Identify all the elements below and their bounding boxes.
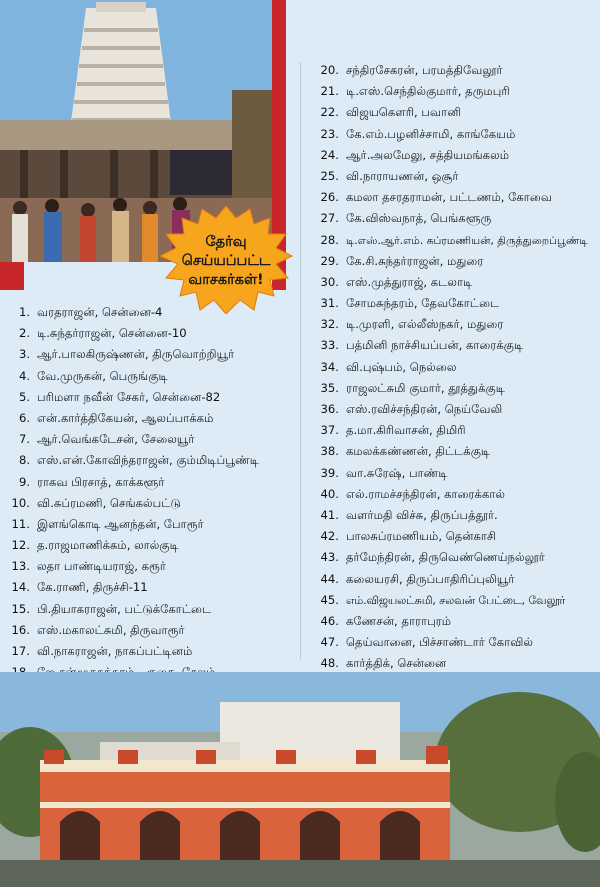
item-number: 16. [11, 622, 30, 637]
item-text: வி.நாராயணன், ஒசூர் [346, 168, 459, 183]
list-item [304, 102, 588, 123]
badge-line-3: வாசகர்கள்! [188, 272, 264, 288]
item-text: ராஜலட்சுமி குமார், தூத்துக்குடி [346, 380, 505, 395]
item-number: 33. [320, 338, 339, 353]
item-number: 17. [11, 644, 30, 658]
item-number: 21. [320, 84, 339, 99]
item-number: 38. [320, 444, 339, 459]
item-text: பரிமளா நவீன் சேகர், சென்னை-82 [37, 389, 221, 404]
list-item [304, 145, 588, 166]
item-number: 22. [320, 105, 339, 120]
list-item [0, 429, 259, 450]
list-item [304, 526, 588, 547]
list-item [304, 272, 588, 293]
item-number: 14. [11, 580, 30, 595]
item-text: விஜயகௌரி, பவானி [346, 105, 462, 120]
item-text: எம்.விஜயலட்சுமி, சலவன் பேட்டை, வேலூர் [346, 593, 566, 607]
item-number: 29. [320, 253, 339, 268]
list-item [0, 577, 259, 598]
item-text: வி.புஷ்பம், நெல்லை [346, 359, 457, 374]
item-number: 1. [18, 305, 30, 319]
winners-list-right [304, 60, 588, 738]
list-item [304, 60, 588, 81]
list-item [0, 641, 259, 662]
list-item [304, 124, 588, 145]
item-text: பி.தியாகராஜன், பட்டுக்கோட்டை [37, 601, 212, 616]
item-number: 32. [320, 317, 339, 332]
item-text: கமலக்கண்ணன், திட்டக்குடி [346, 444, 491, 459]
item-number: 36. [320, 402, 339, 416]
item-text: இளங்கொடி ஆனந்தன், போரூர் [37, 516, 204, 531]
list-item [304, 611, 588, 632]
item-number: 34. [320, 359, 339, 374]
item-number: 28. [320, 232, 339, 247]
item-number: 30. [320, 274, 339, 289]
badge-line-2: செய்யப்பட்ட [181, 253, 271, 269]
list-item [304, 569, 588, 590]
item-text: கார்த்திக், சென்னை [346, 656, 447, 671]
item-text: எஸ்.மகாலட்சுமி, திருவாரூர் [37, 622, 185, 637]
item-number: 46. [320, 613, 339, 628]
item-text: சோமசுந்தரம், தேவகோட்டை [346, 296, 500, 311]
column-divider [300, 62, 301, 660]
list-item [0, 450, 259, 471]
item-text: எஸ்.முத்துராஜ், கடலாடி [346, 274, 473, 289]
item-text: கமலா தசரதராமன், பட்டணம், கோவை [346, 190, 552, 205]
item-text: ராகவ பிரசாத், காக்களூர் [37, 474, 165, 489]
list-item [0, 302, 259, 323]
item-number: 27. [320, 211, 339, 226]
item-number: 20. [320, 63, 339, 77]
list-item [304, 632, 588, 653]
list-item [304, 590, 588, 611]
item-number: 4. [18, 368, 30, 383]
item-number: 43. [320, 550, 339, 565]
item-text: வா.சுரேஷ், பாண்டி [346, 465, 448, 480]
item-text: தர்மேந்திரன், திருவெண்ணெய்நல்லூர் [346, 550, 545, 565]
item-number: 8. [18, 453, 30, 468]
list-item [304, 505, 588, 526]
item-number: 24. [320, 147, 339, 162]
list-item [304, 378, 588, 399]
list-item [0, 556, 259, 577]
item-number: 47. [320, 635, 339, 650]
item-text: ஆர்.அலமேலு, சத்தியமங்கலம் [346, 147, 510, 162]
item-text: த.ராஜமாணிக்கம், லால்குடி [37, 538, 179, 553]
item-text: கே.எம்.பழனிச்சாமி, காங்கேயம் [346, 126, 516, 141]
list-item [0, 535, 259, 556]
item-text: தெய்வானை, பிச்சாண்டார் கோவில் [346, 635, 534, 650]
item-text: டி.எஸ்.ஆர்.எம். சுப்ரமணியன், திருத்துறைப்பூண்டி [346, 234, 588, 247]
list-item [304, 357, 588, 378]
list-item [304, 81, 588, 102]
item-number: 11. [11, 516, 30, 531]
item-number: 41. [320, 507, 339, 522]
item-number: 13. [11, 559, 30, 574]
item-number: 9. [18, 474, 30, 489]
list-item [304, 230, 588, 251]
item-number: 3. [18, 347, 30, 362]
list-item [304, 399, 588, 420]
item-text: கலையரசி, திருப்பாதிரிப்புலியூர் [346, 571, 515, 586]
item-text: டி.எஸ்.செந்தில்குமார், தருமபுரி [346, 84, 510, 99]
list-item [304, 441, 588, 462]
item-text: என்.கார்த்திகேயன், ஆலப்பாக்கம் [37, 410, 214, 425]
list-item [0, 344, 259, 365]
temple-entrance-photo [0, 672, 600, 887]
item-number: 7. [18, 432, 30, 447]
item-number: 40. [320, 486, 339, 501]
list-item [0, 472, 259, 493]
item-text: எல்.ராமச்சந்திரன், காரைக்கால் [346, 486, 506, 501]
item-text: டி.முரளி, எல்லீஸ்நகர், மதுரை [346, 317, 504, 332]
item-number: 25. [320, 168, 339, 183]
badge-line-1: தேர்வு [205, 234, 247, 250]
item-number: 44. [320, 571, 339, 586]
list-item [0, 599, 259, 620]
item-number: 23. [320, 126, 339, 141]
list-item [304, 251, 588, 272]
item-number: 31. [320, 296, 339, 311]
list-item [304, 208, 588, 229]
list-item [0, 366, 259, 387]
item-text: கே.சி.சுந்தர்ராஜன், மதுரை [346, 253, 484, 268]
list-item [0, 408, 259, 429]
list-item [304, 166, 588, 187]
item-number: 12. [11, 538, 30, 553]
item-text: டி.சுந்தர்ராஜன், சென்னை-10 [37, 326, 187, 341]
item-text: கணேசன், தாராபுரம் [346, 613, 452, 628]
item-text: பாலசுப்ரமணியம், தென்காசி [346, 529, 497, 544]
item-number: 35. [320, 380, 339, 395]
list-item [0, 387, 259, 408]
item-number: 26. [320, 190, 339, 205]
selected-readers-badge [158, 206, 294, 314]
accent-band-bottom [0, 262, 24, 290]
list-item [304, 187, 588, 208]
item-text: வளர்மதி விச்சு, திருப்பத்தூர். [346, 507, 498, 522]
item-text: கே.ராணி, திருச்சி-11 [37, 580, 148, 595]
item-number: 45. [320, 592, 339, 607]
item-number: 39. [320, 465, 339, 480]
list-item [0, 493, 259, 514]
item-text: எஸ்.என்.கோவிந்தராஜன், கும்மிடிப்பூண்டி [37, 453, 259, 468]
item-number: 6. [18, 410, 30, 425]
item-text: லதா பாண்டியராஜ், கரூர் [37, 559, 166, 574]
list-item [304, 463, 588, 484]
item-text: வி.நாகராஜன், நாகப்பட்டினம் [37, 644, 193, 658]
list-item [0, 620, 259, 641]
item-text: ஆர்.வெங்கடேசன், சேலையூர் [37, 432, 195, 447]
item-text: கே.விஸ்வநாத், பெங்களூரு [346, 211, 492, 226]
item-number: 10. [11, 495, 30, 510]
list-item [304, 335, 588, 356]
item-text: வே.முருகன், பெருங்குடி [37, 368, 168, 383]
item-number: 5. [18, 389, 30, 404]
item-number: 15. [11, 601, 30, 616]
item-text: வி.சுப்ரமணி, செங்கல்பட்டு [37, 495, 181, 510]
item-text: வரதராஜன், சென்னை-4 [37, 305, 163, 319]
list-item [304, 314, 588, 335]
list-item [304, 484, 588, 505]
winners-list-left [0, 302, 259, 705]
list-item [0, 514, 259, 535]
list-item [304, 420, 588, 441]
list-item [0, 323, 259, 344]
item-text: பத்மினி நாச்சியப்பன், காரைக்குடி [346, 338, 524, 353]
item-number: 37. [320, 423, 339, 438]
item-text: ஆர்.பாலகிருஷ்ணன், திருவொற்றியூர் [37, 347, 235, 362]
item-number: 42. [320, 529, 339, 544]
item-number: 2. [18, 326, 30, 341]
item-text: த.மா.கிரிவாசன், திமிரி [346, 423, 466, 438]
item-text: சந்திரசேகரன், பரமத்திவேலூர் [346, 63, 503, 77]
list-item [304, 547, 588, 568]
item-number: 48. [320, 656, 339, 671]
list-item [304, 293, 588, 314]
item-text: எஸ்.ரவிச்சந்திரன், நெய்வேலி [346, 402, 503, 416]
